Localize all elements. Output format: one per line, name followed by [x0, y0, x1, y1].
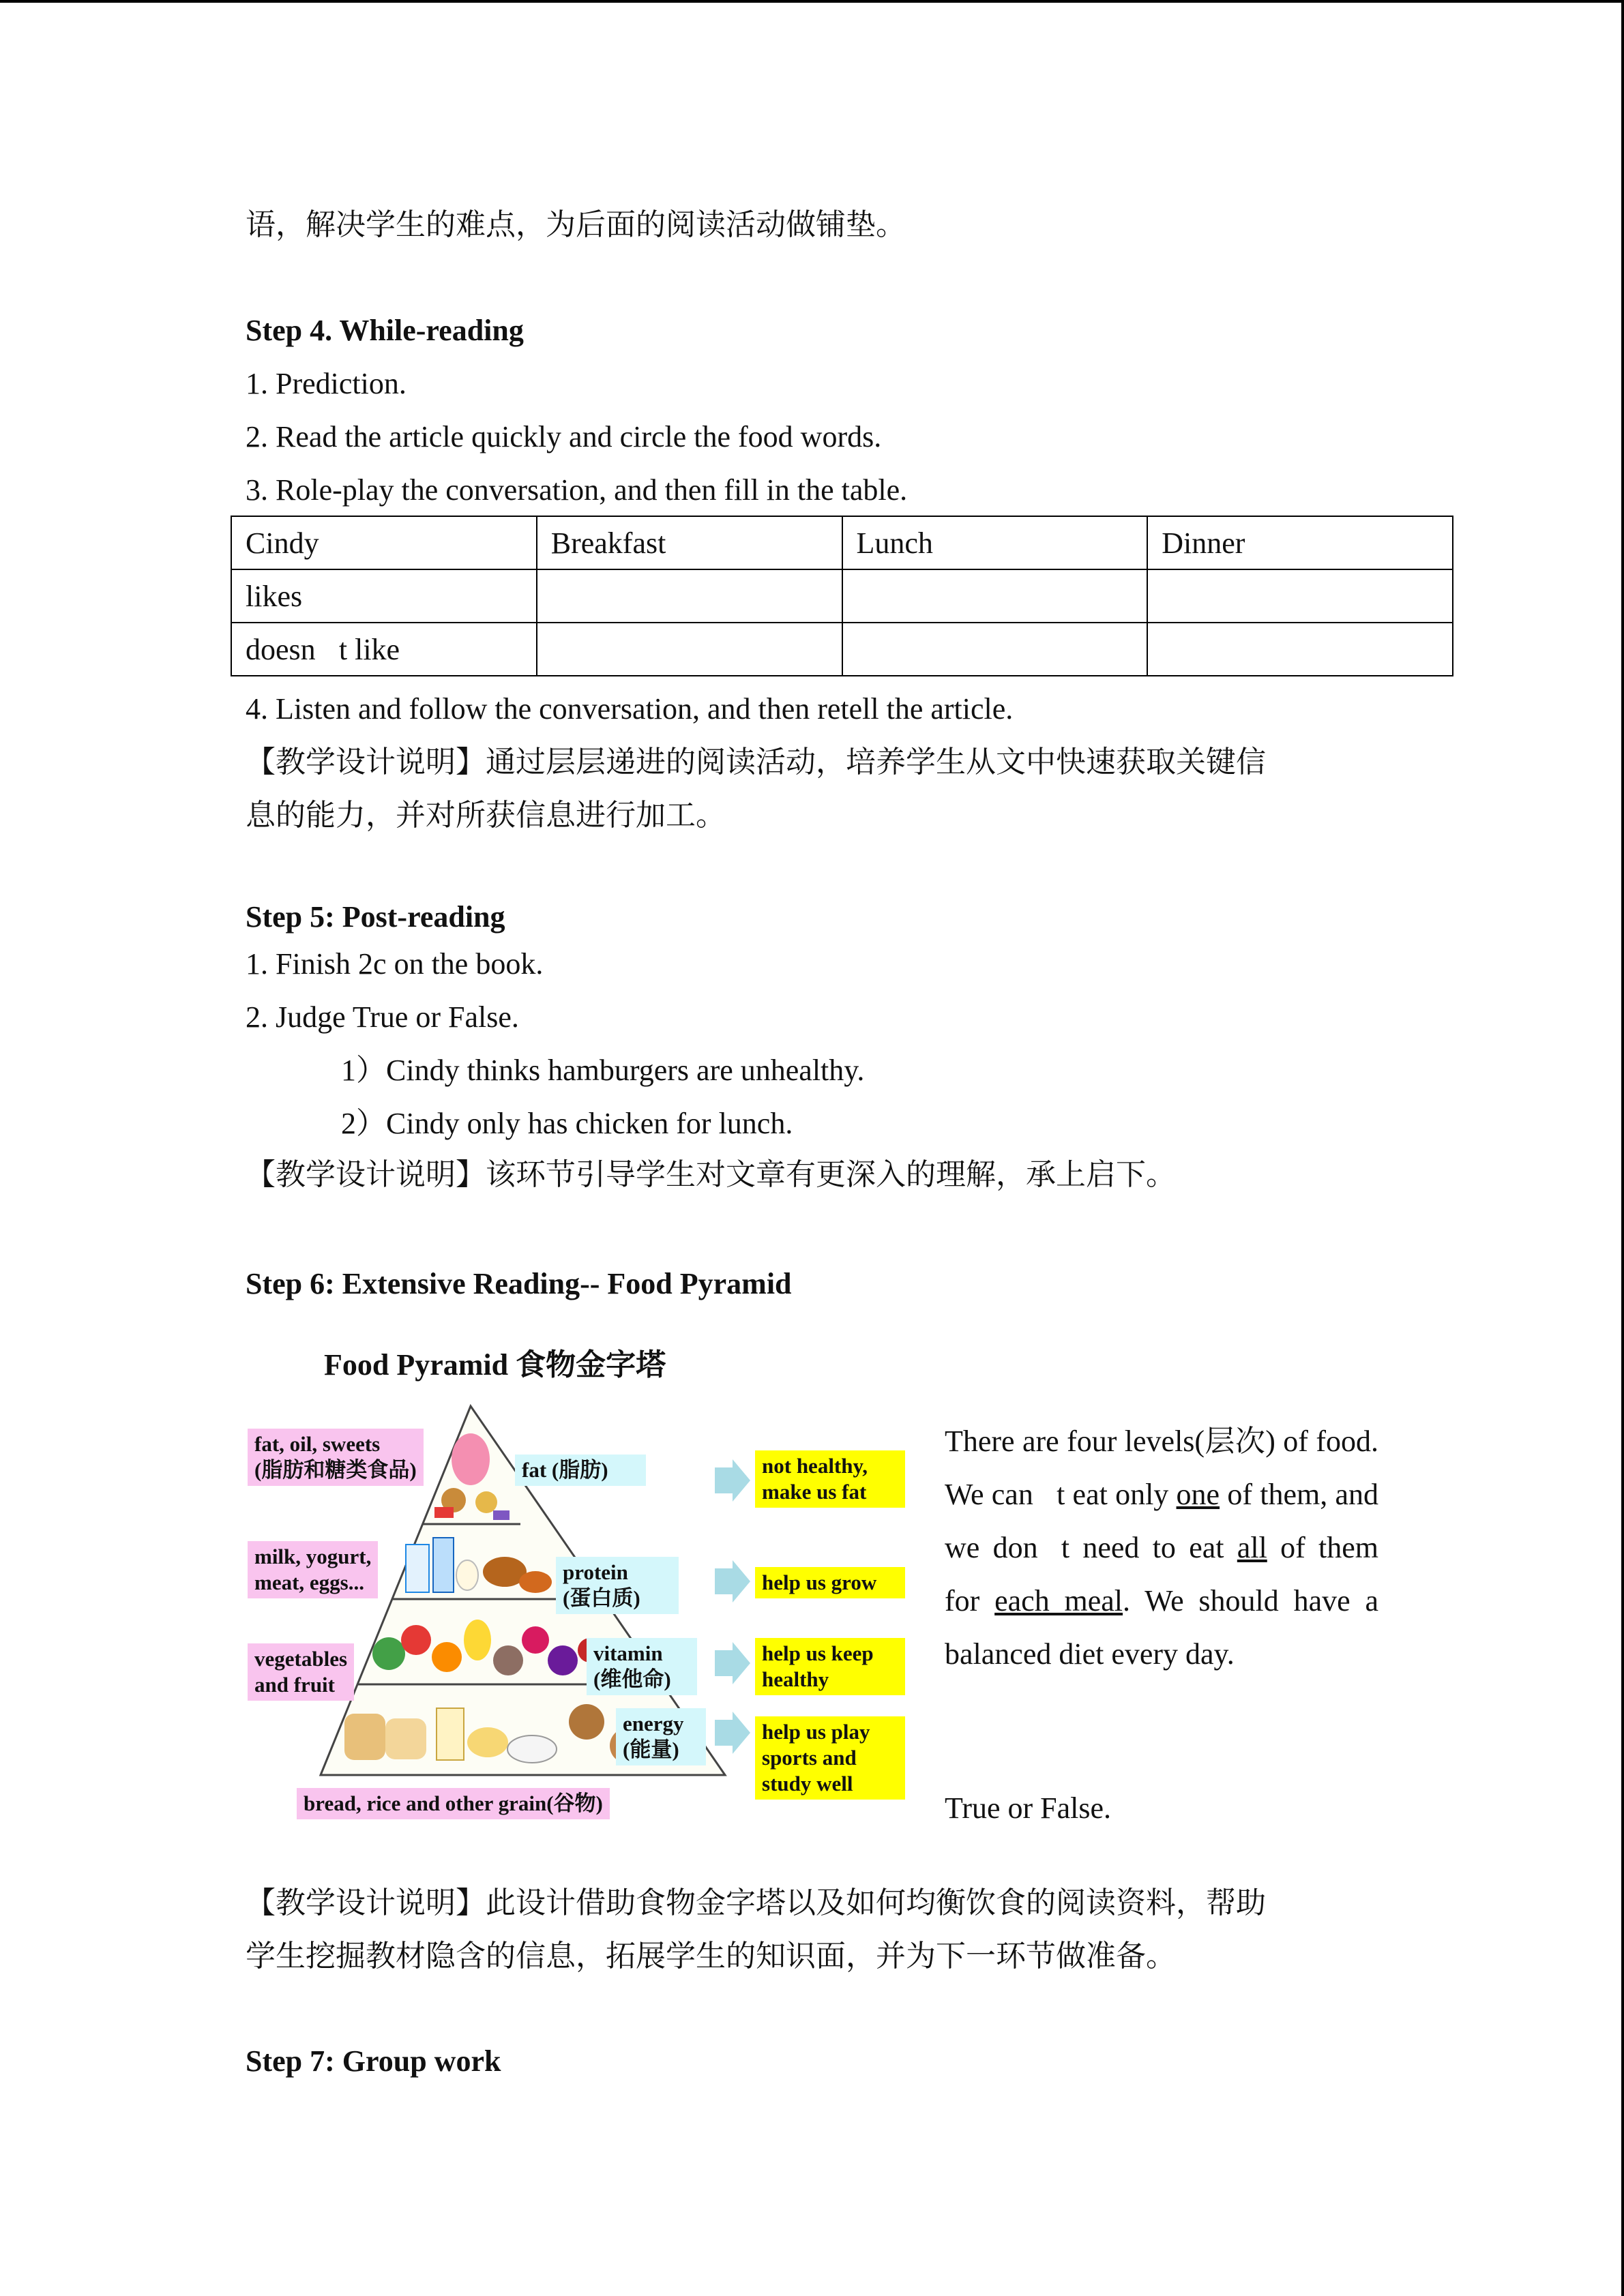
table-cell[interactable] — [1147, 623, 1453, 676]
table-cell: likes — [231, 569, 537, 623]
label-line: meat, eggs... — [254, 1570, 364, 1594]
arrow-right-icon — [715, 1712, 750, 1754]
fruit-icon — [548, 1645, 578, 1675]
candy-icon — [493, 1510, 510, 1520]
step5-item-1: 1. Finish 2c on the book. — [246, 947, 544, 981]
label-line: fat, oil, sweets — [254, 1432, 381, 1456]
label-line: sports and — [762, 1746, 857, 1770]
table-cell[interactable] — [842, 623, 1148, 676]
cookie-icon — [569, 1704, 604, 1740]
step6-heading: Step 6: Extensive Reading-- Food Pyramid — [246, 1267, 792, 1300]
pasta-icon — [467, 1727, 508, 1757]
label-line: healthy — [762, 1667, 829, 1691]
step5-note: 【教学设计说明】该环节引导学生对文章有更深入的理解，承上启下。 — [246, 1157, 1176, 1192]
nutrient-label-vitamin — [587, 1638, 697, 1695]
nutrient-label-fat — [515, 1455, 646, 1486]
effect-label-keep-healthy — [755, 1638, 905, 1695]
step4-item-2: 2. Read the article quickly and circle the food words. — [246, 420, 882, 453]
vegetable-icon — [372, 1637, 405, 1670]
step5-subitem-2: 2）Cindy only has chicken for lunch. — [341, 1107, 793, 1140]
nutrient-label-protein — [556, 1557, 679, 1614]
milk-carton-icon — [433, 1538, 454, 1592]
arrow-right-icon — [715, 1459, 750, 1502]
underlined-word: all — [1237, 1531, 1267, 1564]
effect-label-grow — [755, 1567, 905, 1598]
milk-carton-icon — [406, 1545, 429, 1592]
table-header-cell: Lunch — [842, 516, 1148, 569]
para-text: of them for — [945, 1531, 1378, 1617]
nutrient-label-energy — [616, 1708, 706, 1765]
bread-icon — [385, 1718, 426, 1759]
step4-note-line2: 息的能力，并对所获信息进行加工。 — [246, 798, 726, 833]
fruit-icon — [522, 1626, 549, 1654]
label-line: help us grow — [762, 1570, 877, 1594]
table-header-row — [231, 516, 1453, 569]
label-line: (脂肪和糖类食品) — [254, 1458, 417, 1482]
right-border — [1621, 0, 1624, 2296]
table-cell[interactable] — [1147, 569, 1453, 623]
vegetable-icon — [401, 1625, 431, 1655]
step6-note-line2: 学生挖掘教材隐含的信息，拓展学生的知识面，并为下一环节做准备。 — [246, 1939, 1176, 1973]
fats-sweets-label — [248, 1429, 424, 1486]
fruit-icon — [464, 1620, 491, 1660]
label-line: milk, yogurt, — [254, 1545, 372, 1568]
underlined-word: each meal — [994, 1584, 1123, 1617]
label-line: study well — [762, 1772, 853, 1795]
label-line: protein — [563, 1560, 628, 1584]
cake-icon — [452, 1433, 490, 1485]
table-header-cell: Cindy — [231, 516, 537, 569]
meat-icon — [519, 1571, 552, 1593]
para-text: . We should have a balanced diet every day. — [945, 1584, 1378, 1671]
sweets-icon — [475, 1491, 497, 1513]
fruit-icon — [493, 1645, 523, 1675]
bread-icon — [344, 1714, 385, 1760]
effect-label-not-healthy — [755, 1450, 905, 1508]
label-line: (能量) — [623, 1738, 679, 1761]
arrow-right-icon — [715, 1642, 750, 1684]
label-line: help us keep — [762, 1641, 874, 1665]
rice-bowl-icon — [507, 1735, 557, 1763]
step4-item-4: 4. Listen and follow the conversation, and then retell the article. — [246, 692, 1014, 726]
pyramid-title: Food Pyramid 食物金字塔 — [324, 1348, 666, 1382]
fruit-icon — [432, 1642, 462, 1672]
food-levels-paragraph — [945, 1415, 1378, 1681]
food-pyramid-figure — [242, 1340, 924, 1841]
step5-item-2: 2. Judge True or False. — [246, 1000, 519, 1034]
step5-subitem-1: 1）Cindy thinks hamburgers are unhealthy. — [341, 1054, 865, 1087]
label-line: vitamin — [593, 1641, 663, 1665]
label-line: (蛋白质) — [563, 1586, 640, 1610]
para-text: of them, and we don t need to eat — [945, 1478, 1378, 1564]
label-line: (维他命) — [593, 1667, 671, 1691]
step7-heading: Step 7: Group work — [246, 2044, 501, 2078]
candy-icon — [434, 1507, 454, 1518]
label-line: help us play — [762, 1720, 870, 1744]
protein-foods-label — [248, 1541, 378, 1598]
table-row — [231, 623, 1453, 676]
underlined-word: one — [1176, 1478, 1220, 1511]
step4-item-1: 1. Prediction. — [246, 367, 407, 400]
cindy-food-table — [231, 516, 1453, 676]
effect-label-play-study — [755, 1716, 905, 1800]
table-cell[interactable] — [537, 623, 842, 676]
label-line: and fruit — [254, 1673, 335, 1697]
top-border — [0, 0, 1624, 3]
true-false-label: True or False. — [945, 1791, 1112, 1825]
table-cell: doesn t like — [231, 623, 537, 676]
table-row — [231, 569, 1453, 623]
table-cell[interactable] — [537, 569, 842, 623]
step4-heading: Step 4. While-reading — [246, 314, 524, 347]
step4-item-3: 3. Role-play the conversation, and then fill in the table. — [246, 473, 908, 507]
grain-label: bread, rice and other grain(谷物) — [297, 1788, 610, 1819]
intro-tail-text: 语，解决学生的难点，为后面的阅读活动做铺垫。 — [246, 207, 906, 242]
arrow-right-icon — [715, 1560, 750, 1602]
label-line: vegetables — [254, 1647, 348, 1671]
table-cell[interactable] — [842, 569, 1148, 623]
vegetables-fruit-label — [248, 1643, 354, 1701]
label-line: make us fat — [762, 1480, 867, 1504]
label-line: not healthy, — [762, 1454, 868, 1478]
step5-heading: Step 5: Post-reading — [246, 900, 505, 934]
step4-note-line1: 【教学设计说明】通过层层递进的阅读活动，培养学生从文中快速获取关键信 — [246, 745, 1266, 779]
label-line: energy — [623, 1712, 684, 1735]
egg-icon — [456, 1560, 478, 1590]
table-header-cell: Dinner — [1147, 516, 1453, 569]
table-header-cell: Breakfast — [537, 516, 842, 569]
grain-icon — [437, 1708, 464, 1760]
para-text: There are four levels(层次) of food. We can t eat only — [945, 1425, 1378, 1511]
step6-note-line1: 【教学设计说明】此设计借助食物金字塔以及如何均衡饮食的阅读资料，帮助 — [246, 1885, 1266, 1920]
label-line: fat (脂肪) — [522, 1458, 608, 1482]
